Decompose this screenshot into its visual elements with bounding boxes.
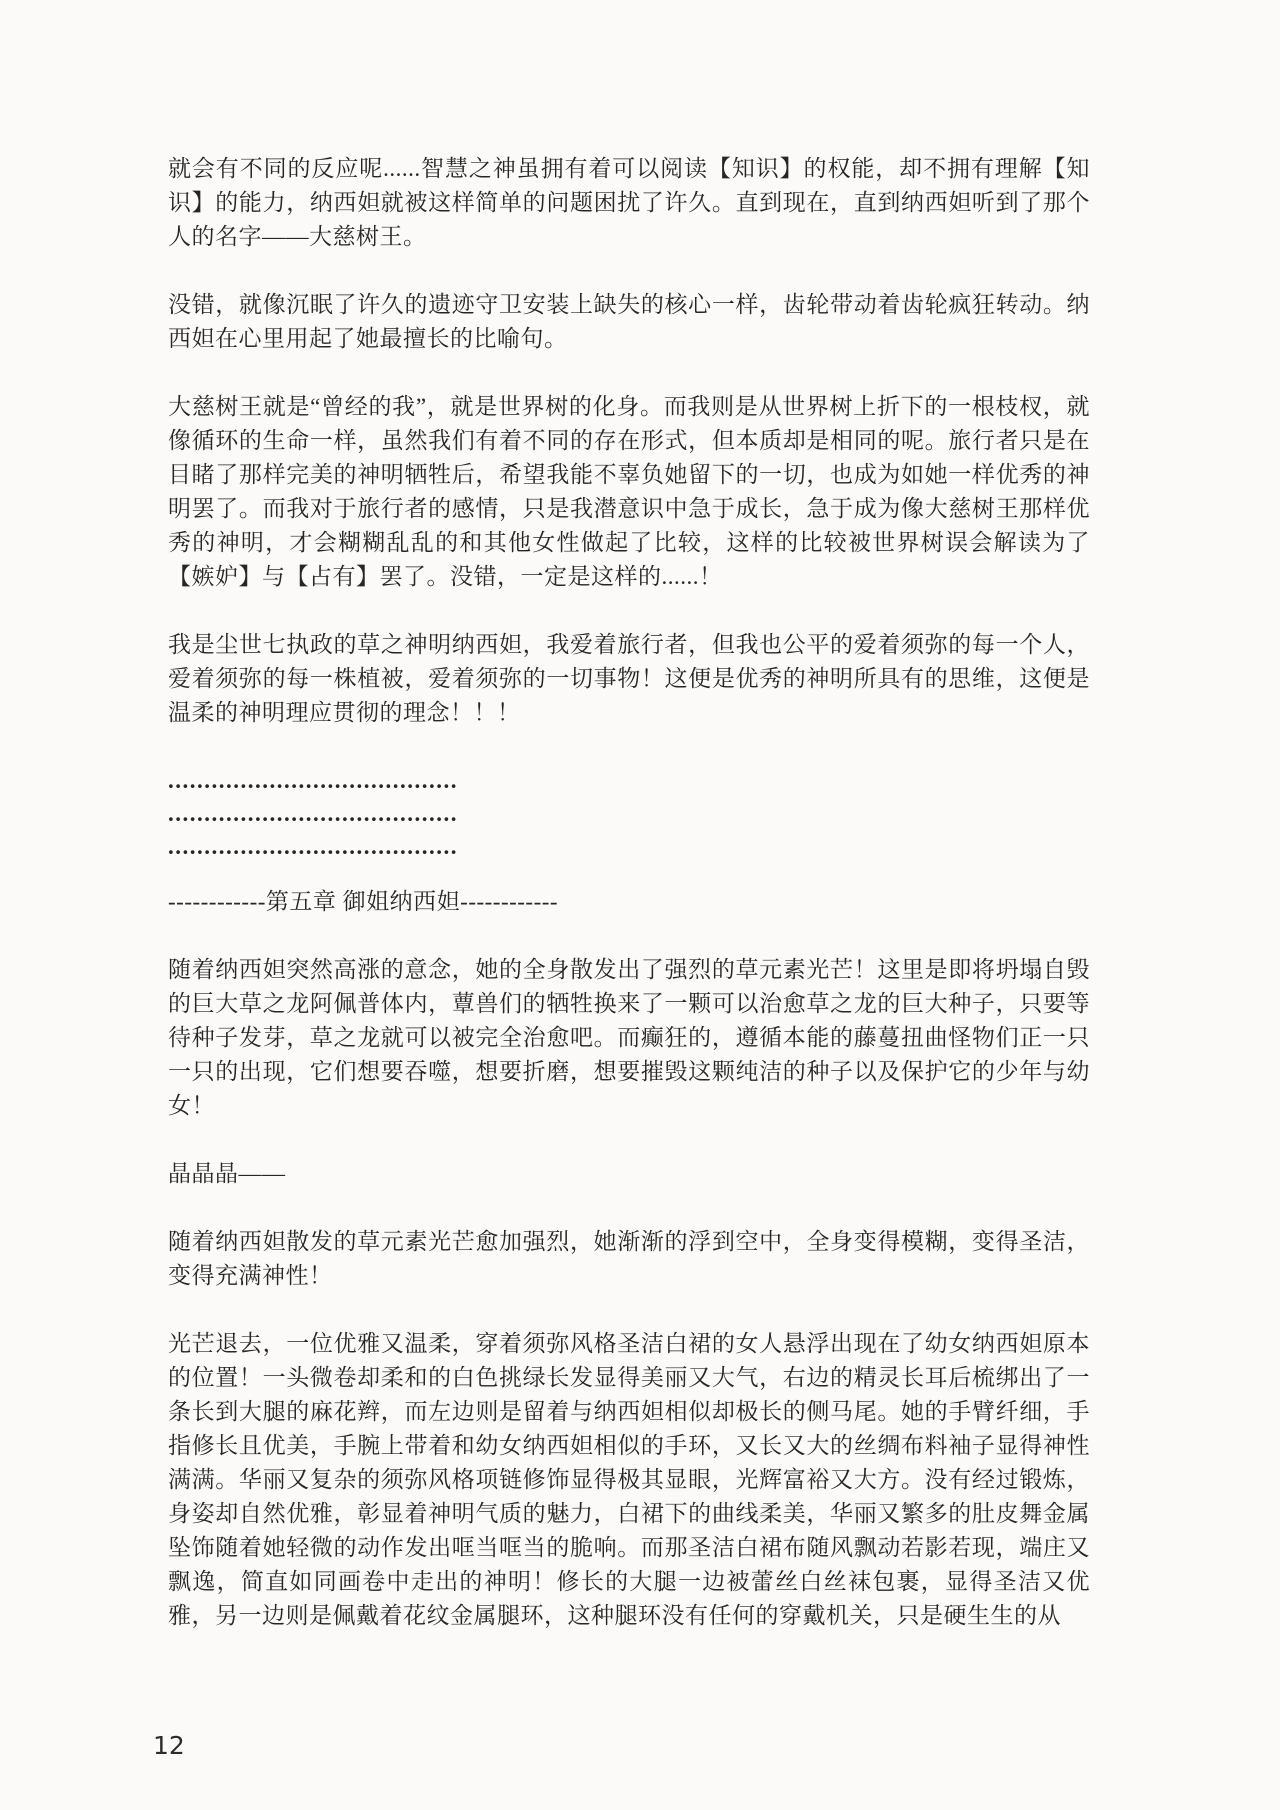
chapter-heading: ------------第五章 御姐纳西妲------------ (168, 889, 559, 914)
document-body (168, 152, 1090, 1667)
ellipsis-line: ........................................ (168, 834, 458, 859)
ellipsis-line: ........................................ (168, 801, 458, 826)
paragraph: 光芒退去，一位优雅又温柔，穿着须弥风格圣洁白裙的女人悬浮出现在了幼女纳西妲原本的位置！一头微卷却柔和的白色挑绿长发显得美丽又大气，右边的精灵长耳后梳绑出了一条长到大腿的麻花辫，而左边则是留着与纳西妲相似却极长的侧马尾。她的手臂纤细，手指修长且优美，手腕上带着和幼女纳西妲相似的手环，又长又大的丝绸布料袖子显得神性满满。华丽又复杂的须弥风格项链修饰显得极其显眼，光辉富裕又大方。没有经过锻炼，身姿却自然优雅，彰显着神明气质的魅力，白裙下的曲线柔美，华丽又繁多的肚皮舞金属坠饰随着她轻微的动作发出哐当哐当的脆响。而那圣洁白裙布随风飘动若影若现，端庄又飘逸，简直如同画卷中走出的神明！修长的大腿一边被蕾丝白丝袜包裹，显得圣洁又优雅，另一边则是佩戴着花纹金属腿环，这种腿环没有任何的穿戴机关，只是硬生生的从 (168, 1331, 1090, 1628)
paragraph: 晶晶晶—— (168, 1161, 286, 1186)
paragraph: 没错，就像沉眠了许久的遗迹守卫安装上缺失的核心一样，齿轮带动着齿轮疯狂转动。纳西妲在心里用起了她最擅长的比喻句。 (168, 292, 1090, 351)
paragraph: 就会有不同的反应呢......智慧之神虽拥有着可以阅读【知识】的权能，却不拥有理解【知识】的能力，纳西妲就被这样简单的问题困扰了许久。直到现在，直到纳西妲听到了那个人的名字——大慈树王。 (168, 156, 1090, 249)
paragraph: 我是尘世七执政的草之神明纳西妲，我爱着旅行者，但我也公平的爱着须弥的每一个人，爱着须弥的每一株植被，爱着须弥的一切事物！这便是优秀的神明所具有的思维，这便是温柔的神明理应贯彻的理念！！！ (168, 632, 1090, 725)
paragraph: 随着纳西妲突然高涨的意念，她的全身散发出了强烈的草元素光芒！这里是即将坍塌自毁的巨大草之龙阿佩普体内，蕈兽们的牺牲换来了一颗可以治愈草之龙的巨大种子，只要等待种子发芽，草之龙就可以被完全治愈吧。而癫狂的，遵循本能的藤蔓扭曲怪物们正一只一只的出现，它们想要吞噬，想要折磨，想要摧毁这颗纯洁的种子以及保护它的少年与幼女！ (168, 957, 1090, 1118)
paragraph: 大慈树王就是“曾经的我”，就是世界树的化身。而我则是从世界树上折下的一根枝杈，就像循环的生命一样，虽然我们有着不同的存在形式，但本质却是相同的呢。旅行者只是在目睹了那样完美的神明牺牲后，希望我能不辜负她留下的一切，也成为如她一样优秀的神明罢了。而我对于旅行者的感情，只是我潜意识中急于成长，急于成为像大慈树王那样优秀的神明，才会糊糊乱乱的和其他女性做起了比较，这样的比较被世界树误会解读为了【嫉妒】与【占有】罢了。没错，一定是这样的......！ (168, 394, 1090, 589)
page-number: 12 (153, 1731, 185, 1760)
ellipsis-line: ........................................ (168, 768, 458, 793)
paragraph: 随着纳西妲散发的草元素光芒愈加强烈，她渐渐的浮到空中，全身变得模糊，变得圣洁，变得充满神性！ (168, 1229, 1090, 1288)
